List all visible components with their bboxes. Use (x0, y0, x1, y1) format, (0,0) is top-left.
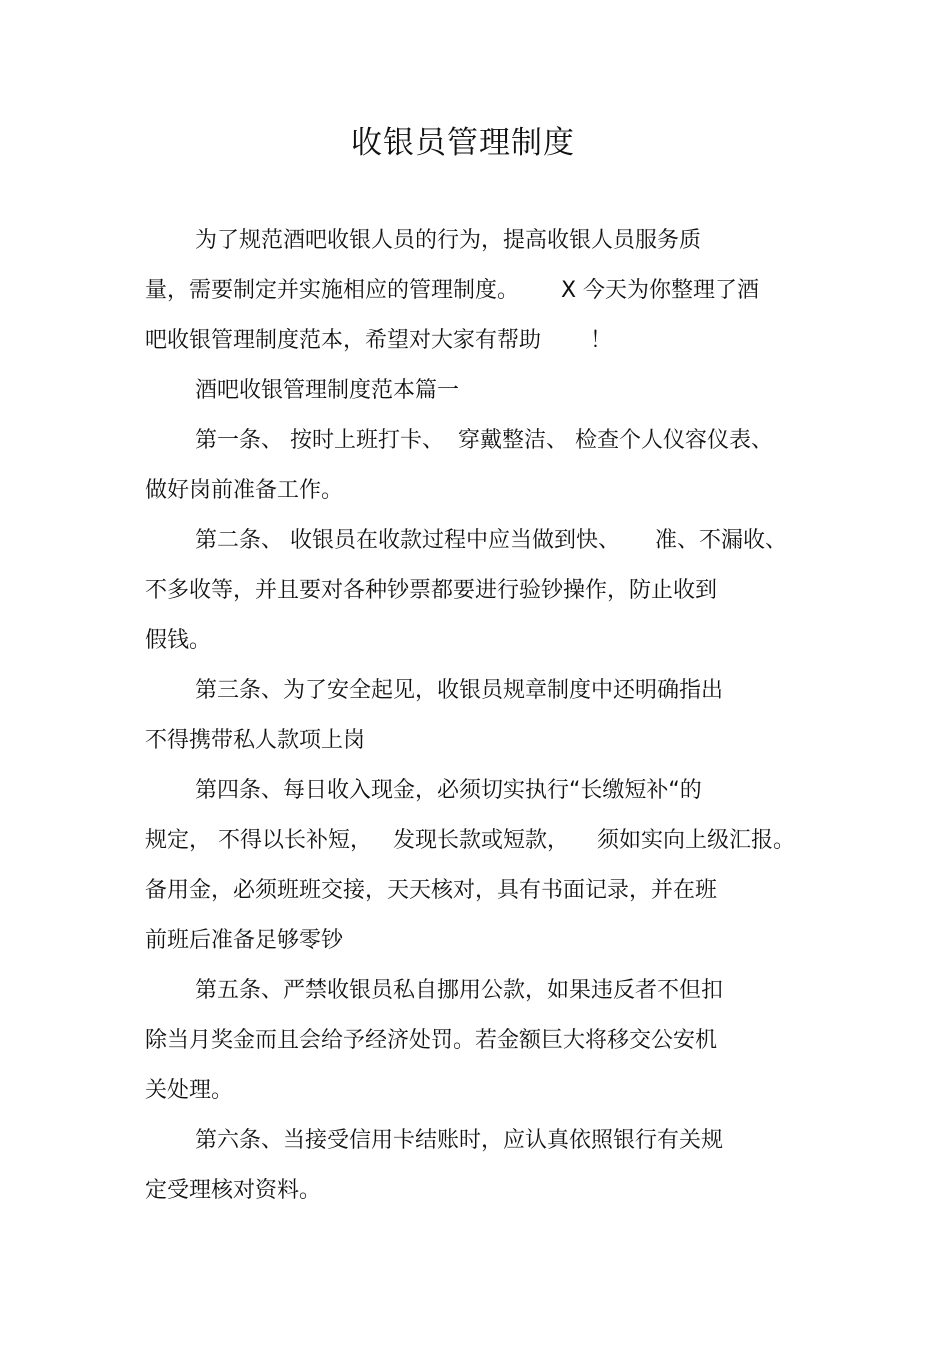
article-4-line-2: 规定， 不得以长补短， 发现长款或短款， 须如实向上级汇报。 (145, 828, 795, 853)
article-4-line-1: 第四条、每日收入现金，必须切实执行“长缴短补“的 (195, 778, 702, 803)
article-2-line-2: 不多收等，并且要对各种钞票都要进行验钞操作，防止收到 (145, 578, 718, 603)
article-5-line-1: 第五条、严禁收银员私自挪用公款，如果违反者不但扣 (195, 978, 724, 1003)
body-line-1: 为了规范酒吧收银人员的行为，提高收银人员服务质 (195, 228, 702, 253)
document-title: 收银员管理制度 (351, 125, 575, 161)
body-line-2: 量，需要制定并实施相应的管理制度。 X 今天为你整理了酒 (145, 278, 760, 303)
article-2-line-3: 假钱。 (145, 628, 212, 653)
article-5-line-2: 除当月奖金而且会给予经济处罚。若金额巨大将移交公安机 (145, 1028, 718, 1053)
article-5-line-3: 关处理。 (145, 1078, 234, 1103)
body-line-3: 吧收银管理制度范本，希望对大家有帮助 ！ (145, 328, 612, 353)
article-1-line-1: 第一条、 按时上班打卡、 穿戴整洁、 检查个人仪容仪表、 (195, 428, 773, 453)
article-2-line-1: 第二条、 收银员在收款过程中应当做到快、 准、不漏收、 (195, 528, 787, 553)
article-3-line-1: 第三条、为了安全起见，收银员规章制度中还明确指出 (195, 678, 724, 703)
article-6-line-2: 定受理核对资料。 (145, 1178, 322, 1203)
article-4-line-3: 备用金，必须班班交接，天天核对，具有书面记录，并在班 (145, 878, 718, 903)
article-3-line-2: 不得携带私人款项上岗 (145, 728, 366, 753)
article-1-line-2: 做好岗前准备工作。 (145, 478, 344, 503)
section-heading: 酒吧收银管理制度范本篇一 (195, 378, 460, 403)
article-6-line-1: 第六条、当接受信用卡结账时，应认真依照银行有关规 (195, 1128, 724, 1153)
article-4-line-4: 前班后准备足够零钞 (145, 928, 344, 953)
